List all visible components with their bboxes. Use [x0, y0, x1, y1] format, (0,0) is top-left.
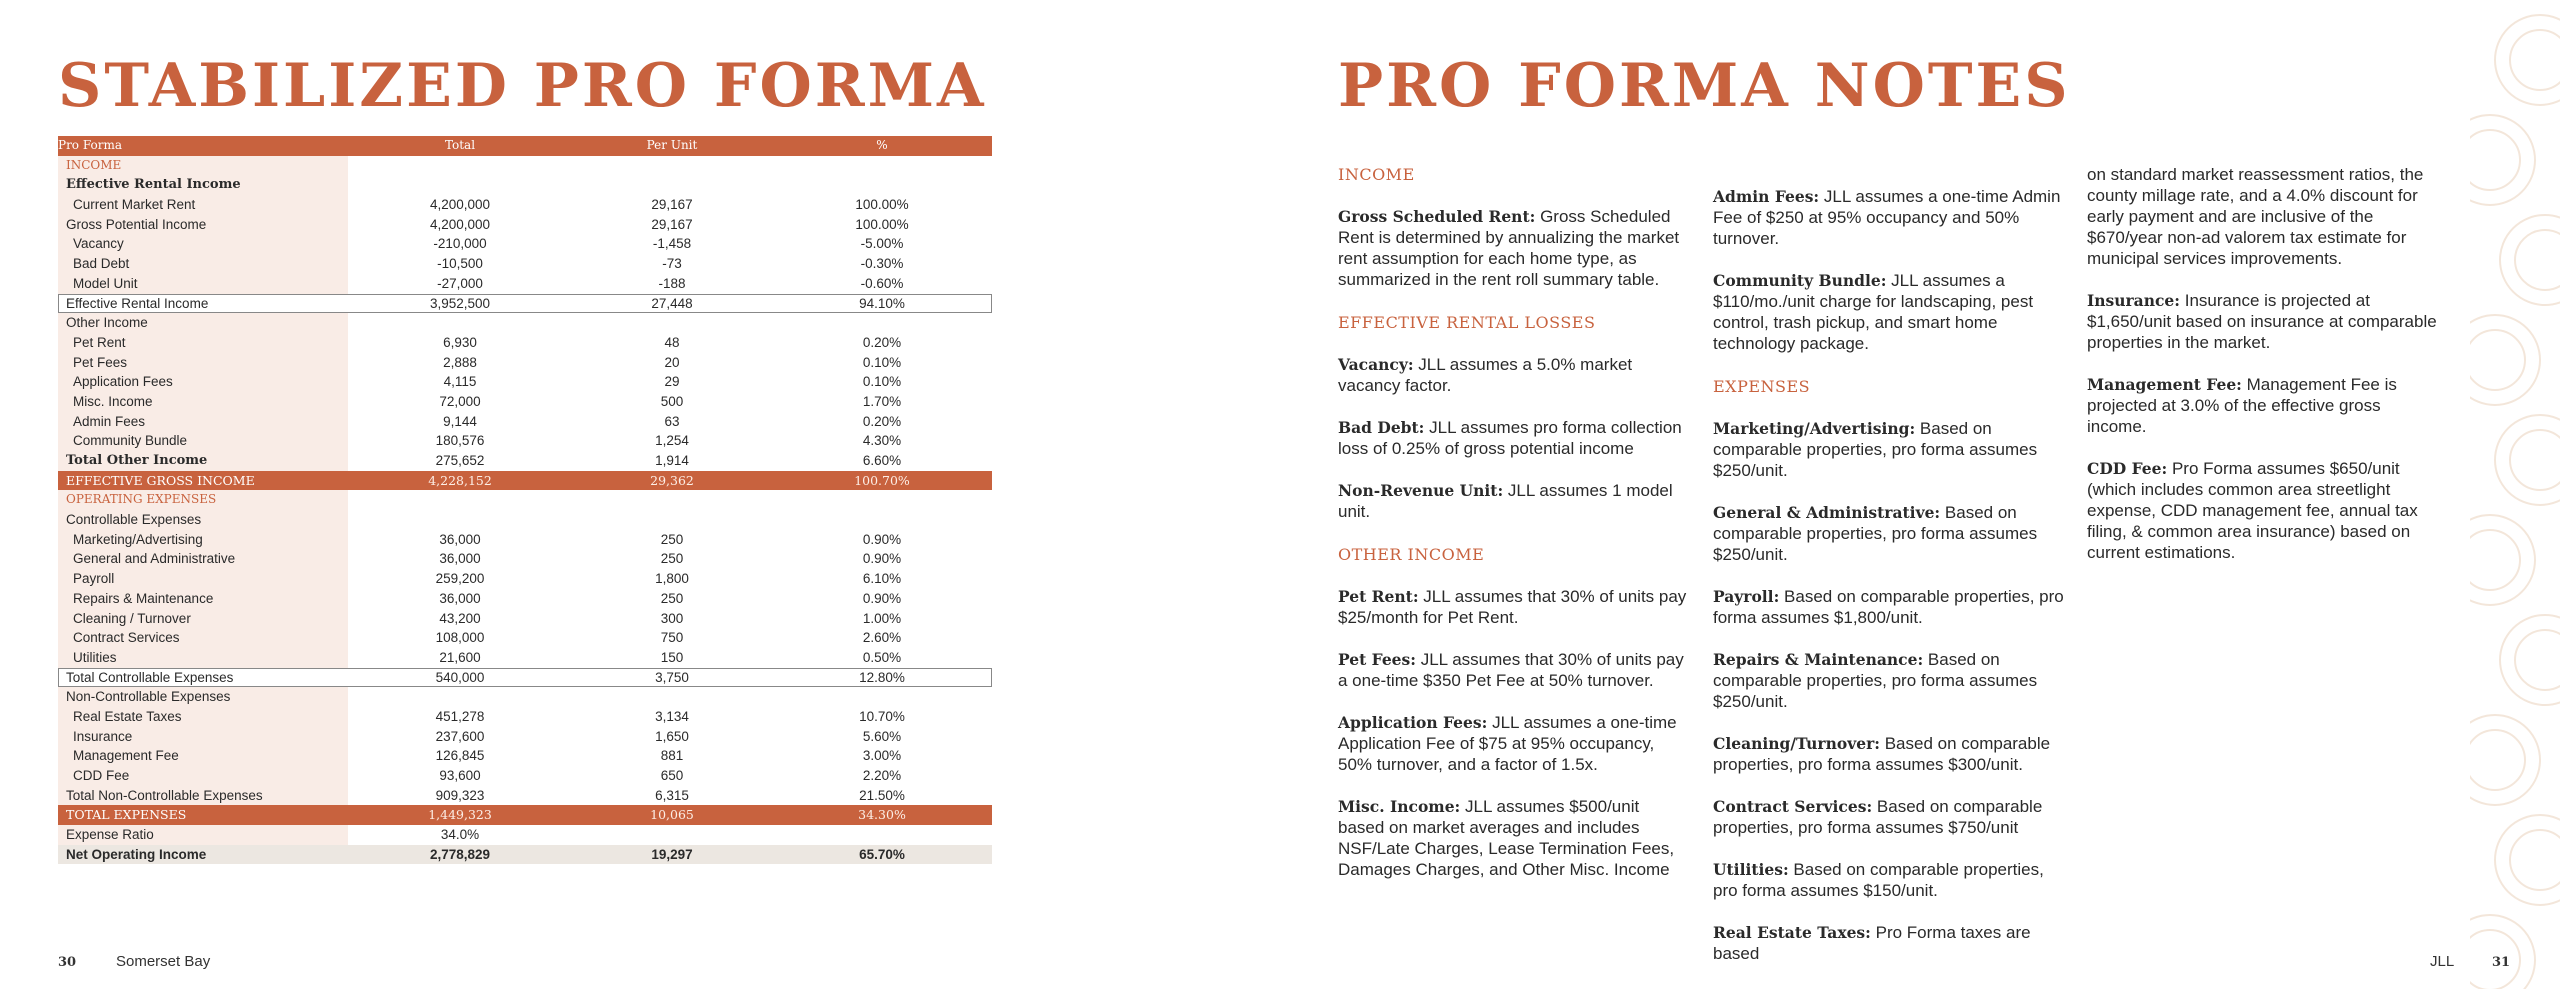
row-per-unit: 19,297	[651, 846, 693, 862]
row-per-unit: 3,134	[655, 708, 689, 724]
note-term: Community Bundle:	[1713, 271, 1887, 290]
table-row	[58, 609, 992, 629]
row-per-unit: 500	[660, 393, 684, 409]
row-label: Controllable Expenses	[58, 510, 348, 530]
note-repairs-maintenance	[1713, 649, 2065, 712]
footer-brand-right: JLL	[2430, 953, 2455, 970]
row-percent: -5.00%	[860, 236, 904, 252]
note-term: Contract Services:	[1713, 797, 1873, 816]
row-total: 1,449,323	[428, 807, 492, 823]
row-percent: -0.30%	[860, 256, 904, 272]
row-label: Net Operating Income	[66, 846, 207, 862]
row-percent: -0.60%	[860, 275, 904, 291]
row-per-unit: 300	[660, 610, 684, 626]
table-row	[58, 412, 992, 432]
row-per-unit: 27,448	[651, 295, 693, 311]
row-total: 36,000	[439, 551, 481, 567]
row-per-unit: 1,650	[655, 728, 689, 744]
row-percent: 100.70%	[854, 472, 910, 488]
row-total: -210,000	[433, 236, 487, 252]
row-label: Misc. Income	[58, 392, 348, 412]
row-per-unit: 6,315	[655, 787, 689, 803]
row-total: 259,200	[435, 571, 485, 587]
pro-forma-table	[58, 136, 992, 864]
note-cdd-fee	[2087, 458, 2443, 563]
row-label: Marketing/Advertising	[58, 530, 348, 550]
note-payroll	[1713, 586, 2065, 628]
note-body: Based on comparable properties, pro forma assumes $250/unit.	[1713, 503, 2038, 564]
note-body: Pro Forma assumes $650/unit (which includes common area streetlight expense, CDD management fee, annual tax filing, & common area insurance) based on current estimations.	[2087, 459, 2418, 562]
table-header-row	[58, 136, 992, 156]
row-label: Bad Debt	[58, 254, 348, 274]
row-label: Pet Rent	[58, 333, 348, 353]
note-bad-debt	[1338, 417, 1688, 459]
row-per-unit: 29,167	[651, 216, 693, 232]
notes-column-3	[2087, 164, 2443, 584]
row-percent: 94.10%	[859, 295, 905, 311]
row-label: Total Controllable Expenses	[66, 669, 234, 685]
note-body: Gross Scheduled Rent is determined by annualizing the market rent assumption for each home type, as summarized in the rent roll summary table.	[1338, 207, 1680, 289]
table-row	[58, 274, 992, 294]
row-per-unit	[572, 510, 772, 530]
note-term: Misc. Income:	[1338, 797, 1461, 816]
row-label: INCOME	[58, 156, 348, 176]
page-title-right: PRO FORMA NOTES	[1338, 51, 2071, 121]
row-per-unit: 650	[660, 768, 684, 783]
note-term: Real Estate Taxes:	[1713, 923, 1871, 942]
note-body: JLL assumes $500/unit based on market averages and includes NSF/Late Charges, Lease Termination Fees, Damages Charges, and Other Misc. Income	[1338, 797, 1675, 879]
row-percent: 0.20%	[862, 334, 902, 350]
row-per-unit: 3,750	[655, 669, 689, 685]
row-percent	[772, 156, 992, 176]
page-title-left: STABILIZED PRO FORMA	[58, 51, 987, 121]
table-row	[58, 825, 992, 845]
note-term: Insurance:	[2087, 291, 2181, 310]
note-vacancy	[1338, 354, 1688, 396]
notes-column-2	[1713, 186, 2065, 985]
row-percent	[772, 175, 992, 195]
note-term: Pet Fees:	[1338, 650, 1416, 669]
table-row	[58, 805, 992, 825]
footer-brand-left: Somerset Bay	[116, 953, 211, 970]
table-row	[58, 530, 992, 550]
row-label: TOTAL EXPENSES	[66, 807, 187, 823]
note-body: JLL assumes a 5.0% market vacancy factor.	[1338, 355, 1633, 395]
row-total: 2,888	[443, 354, 477, 370]
row-total: 72,000	[439, 393, 481, 409]
note-body: JLL assumes that 30% of units pay a one-time $350 Pet Fee at 50% turnover.	[1338, 650, 1684, 690]
note-body: JLL assumes a one-time Application Fee of $75 at 95% occupancy, 50% turnover, and a factor of 1.5x.	[1338, 713, 1677, 774]
row-label: Gross Potential Income	[58, 215, 348, 235]
note-non-revenue-unit	[1338, 480, 1688, 522]
row-label: Community Bundle	[58, 431, 348, 451]
header-label: Pro Forma	[58, 138, 123, 152]
row-per-unit: 48	[664, 334, 680, 350]
row-total: 3,952,500	[429, 295, 491, 311]
row-per-unit	[572, 313, 772, 333]
page-number-left: 30	[58, 955, 77, 970]
row-per-unit	[572, 156, 772, 176]
note-misc-income	[1338, 796, 1688, 880]
row-total	[348, 687, 572, 707]
note-body: JLL assumes a one-time Admin Fee of $250 at 95% occupancy and 50% turnover.	[1713, 187, 2061, 248]
row-percent: 0.90%	[862, 531, 902, 547]
row-per-unit: 250	[660, 531, 684, 547]
note-pet-rent	[1338, 586, 1688, 628]
table-row	[58, 392, 992, 412]
note-body: JLL assumes a $110/mo./unit charge for landscaping, pest control, trash pickup, and smart home technology package.	[1713, 271, 2034, 353]
row-percent: 4.30%	[862, 433, 902, 449]
row-percent: 2.20%	[862, 768, 902, 783]
table-row	[58, 687, 992, 707]
table-row	[58, 175, 992, 195]
note-body: Insurance is projected at $1,650/unit based on insurance at comparable properties in the market.	[2087, 291, 2437, 352]
note-term: Marketing/Advertising:	[1713, 419, 1916, 438]
table-row	[58, 195, 992, 215]
row-percent: 100.00%	[855, 197, 909, 213]
row-per-unit: 150	[660, 649, 684, 665]
note-body: JLL assumes that 30% of units pay $25/month for Pet Rent.	[1338, 587, 1687, 627]
row-label: OPERATING EXPENSES	[58, 490, 348, 510]
row-total: 36,000	[439, 590, 481, 606]
row-percent: 3.00%	[862, 748, 902, 764]
table-row	[58, 372, 992, 392]
table-row	[58, 353, 992, 373]
row-per-unit: 63	[664, 413, 680, 429]
row-label: Vacancy	[58, 234, 348, 254]
row-percent: 21.50%	[859, 787, 905, 803]
row-per-unit: 29,167	[651, 197, 693, 213]
notes-heading-effective-rental-losses: EFFECTIVE RENTAL LOSSES	[1338, 313, 1596, 332]
note-body: Management Fee is projected at 3.0% of the effective gross income.	[2087, 375, 2397, 436]
row-per-unit	[572, 687, 772, 707]
table-row	[58, 471, 992, 491]
note-admin-fees	[1713, 186, 2065, 249]
note-term: CDD Fee:	[2087, 459, 2168, 478]
table-row	[58, 333, 992, 353]
note-marketing	[1713, 418, 2065, 481]
row-per-unit: 250	[660, 551, 684, 567]
note-gross-scheduled-rent	[1338, 206, 1688, 290]
note-real-estate-taxes-cont: on standard market reassessment ratios, the county millage rate, and a 4.0% discount for early payment and are inclusive of the $670/year non-ad valorem tax estimate for municipal services improvements.	[2087, 165, 2424, 268]
row-percent: 1.70%	[862, 393, 902, 409]
note-cleaning-turnover	[1713, 733, 2065, 775]
row-total: 451,278	[435, 708, 485, 724]
table-row	[58, 766, 992, 786]
note-term: Repairs & Maintenance:	[1713, 650, 1924, 669]
row-total: 21,600	[439, 649, 481, 665]
note-term: Utilities:	[1713, 860, 1789, 879]
note-body: Based on comparable properties, pro forma assumes $1,800/unit.	[1713, 587, 2064, 627]
row-label: Payroll	[58, 569, 348, 589]
row-label: Contract Services	[58, 628, 348, 648]
row-total: 540,000	[435, 669, 485, 685]
row-per-unit: 29	[664, 374, 680, 390]
row-label: Admin Fees	[58, 412, 348, 432]
note-term: Application Fees:	[1338, 713, 1488, 732]
note-term: Non-Revenue Unit:	[1338, 481, 1504, 500]
row-per-unit	[572, 490, 772, 510]
table-row	[58, 254, 992, 274]
row-total: 9,144	[443, 413, 477, 429]
row-label: Expense Ratio	[58, 825, 348, 845]
note-body: Based on comparable properties, pro forma assumes $300/unit.	[1713, 734, 2051, 774]
row-percent: 5.60%	[862, 728, 902, 744]
row-total: 180,576	[435, 433, 485, 449]
row-percent: 10.70%	[859, 708, 905, 724]
table-row	[58, 746, 992, 766]
notes-heading-expenses: EXPENSES	[1713, 377, 1811, 396]
notes-heading-income: INCOME	[1338, 165, 1415, 184]
row-total: 2,778,829	[429, 846, 491, 862]
row-label: Other Income	[58, 313, 348, 333]
row-total: 36,000	[439, 531, 481, 547]
row-per-unit: -1,458	[652, 236, 692, 252]
row-percent	[772, 313, 992, 333]
note-real-estate-taxes	[1713, 922, 2065, 964]
row-total: 4,200,000	[429, 197, 491, 213]
table-row	[58, 451, 992, 471]
row-percent: 1.00%	[862, 610, 902, 626]
header-total: Total	[444, 138, 476, 152]
row-total: 108,000	[435, 630, 485, 646]
table-row	[58, 313, 992, 333]
note-term: Management Fee:	[2087, 375, 2242, 394]
row-per-unit: 20	[664, 354, 680, 370]
row-percent: 12.80%	[859, 669, 905, 685]
note-management-fee	[2087, 374, 2443, 437]
header-percent: %	[876, 138, 888, 152]
row-total	[348, 490, 572, 510]
note-community-bundle	[1713, 270, 2065, 354]
row-percent: 2.60%	[862, 630, 902, 646]
note-term: General & Administrative:	[1713, 503, 1941, 522]
table-row	[58, 569, 992, 589]
row-label: Total Other Income	[58, 451, 348, 471]
row-total: 4,200,000	[429, 216, 491, 232]
row-label: Model Unit	[58, 274, 348, 294]
note-term: Payroll:	[1713, 587, 1780, 606]
row-per-unit: 1,914	[655, 453, 689, 468]
note-contract-services	[1713, 796, 2065, 838]
row-percent: 0.10%	[862, 354, 902, 370]
row-percent: 0.90%	[862, 551, 902, 567]
note-body: Based on comparable properties, pro forma assumes $250/unit.	[1713, 419, 2038, 480]
row-label: Real Estate Taxes	[58, 707, 348, 727]
row-per-unit: 750	[660, 630, 684, 646]
note-body: Based on comparable properties, pro forma assumes $150/unit.	[1713, 860, 2044, 900]
notes-column-1	[1338, 164, 1688, 901]
note-body: JLL assumes pro forma collection loss of 0.25% of gross potential income	[1338, 418, 1682, 458]
row-percent	[772, 490, 992, 510]
table-row	[58, 786, 992, 806]
row-per-unit: 1,254	[655, 433, 689, 449]
row-total: 4,228,152	[428, 472, 492, 488]
note-term: Pet Rent:	[1338, 587, 1419, 606]
row-label: General and Administrative	[58, 549, 348, 569]
row-percent: 0.90%	[862, 590, 902, 606]
table-body	[58, 156, 992, 865]
note-insurance	[2087, 290, 2443, 353]
table-row	[58, 234, 992, 254]
row-total: 6,930	[443, 334, 477, 350]
row-label: Insurance	[58, 727, 348, 747]
row-label: Repairs & Maintenance	[58, 589, 348, 609]
row-label: CDD Fee	[58, 766, 348, 786]
row-total: 237,600	[435, 728, 485, 744]
row-percent: 0.50%	[862, 649, 902, 665]
table-row	[58, 727, 992, 747]
row-total: 34.0%	[440, 827, 480, 843]
row-percent: 0.10%	[862, 374, 902, 390]
row-total: 43,200	[439, 610, 481, 626]
row-label: Application Fees	[58, 372, 348, 392]
row-percent	[772, 825, 992, 845]
row-per-unit: 881	[660, 748, 684, 764]
header-per-unit: Per Unit	[646, 138, 698, 152]
row-label: Effective Rental Income	[66, 295, 209, 311]
row-percent: 0.20%	[862, 413, 902, 429]
table-row	[58, 589, 992, 609]
row-percent	[772, 510, 992, 530]
table-row	[58, 668, 992, 688]
row-total	[348, 510, 572, 530]
table-row	[58, 490, 992, 510]
row-per-unit: 29,362	[650, 472, 694, 488]
row-per-unit: 10,065	[650, 807, 694, 823]
decorative-pattern	[2470, 0, 2560, 989]
note-term: Admin Fees:	[1713, 187, 1820, 206]
row-label: Cleaning / Turnover	[58, 609, 348, 629]
table-row	[58, 215, 992, 235]
row-per-unit: -188	[658, 275, 686, 291]
notes-heading-other-income: OTHER INCOME	[1338, 545, 1485, 564]
row-label: Current Market Rent	[58, 195, 348, 215]
table-row	[58, 707, 992, 727]
row-percent: 6.60%	[862, 453, 902, 468]
row-total	[348, 175, 572, 195]
note-term: Vacancy:	[1338, 355, 1414, 374]
row-label: Non-Controllable Expenses	[58, 687, 348, 707]
table-row	[58, 845, 992, 865]
row-total: 909,323	[435, 787, 485, 803]
row-label: Utilities	[58, 648, 348, 668]
table-row	[58, 431, 992, 451]
table-row	[58, 648, 992, 668]
row-percent	[772, 687, 992, 707]
row-label: EFFECTIVE GROSS INCOME	[66, 472, 255, 488]
row-percent: 100.00%	[855, 216, 909, 232]
page-number-right: 31	[2492, 955, 2511, 970]
note-term: Bad Debt:	[1338, 418, 1425, 437]
note-body: JLL assumes 1 model unit.	[1338, 481, 1673, 521]
row-total: 126,845	[435, 748, 485, 764]
note-body: Based on comparable properties, pro forma assumes $250/unit.	[1713, 650, 2038, 711]
row-label: Pet Fees	[58, 353, 348, 373]
note-utilities	[1713, 859, 2065, 901]
note-pet-fees	[1338, 649, 1688, 691]
note-general-admin	[1713, 502, 2065, 565]
row-percent: 6.10%	[862, 571, 902, 587]
row-per-unit: 250	[660, 590, 684, 606]
row-percent: 34.30%	[858, 807, 906, 823]
table-row	[58, 628, 992, 648]
row-per-unit	[572, 175, 772, 195]
note-term: Gross Scheduled Rent:	[1338, 207, 1536, 226]
row-total	[348, 156, 572, 176]
note-application-fees	[1338, 712, 1688, 775]
row-total: 275,652	[435, 453, 485, 468]
note-body: Based on comparable properties, pro forma assumes $750/unit	[1713, 797, 2043, 837]
table-row	[58, 549, 992, 569]
row-label: Effective Rental Income	[58, 175, 348, 195]
table-row	[58, 510, 992, 530]
row-total: -27,000	[437, 275, 483, 291]
row-per-unit: 1,800	[655, 571, 689, 587]
note-body: Pro Forma taxes are based	[1713, 923, 2031, 963]
row-percent: 65.70%	[859, 846, 905, 862]
row-label: Management Fee	[58, 746, 348, 766]
row-per-unit	[572, 825, 772, 845]
row-label: Total Non-Controllable Expenses	[58, 786, 348, 806]
row-total: 4,115	[443, 374, 477, 390]
row-total: -10,500	[437, 256, 483, 272]
table-row	[58, 294, 992, 314]
row-total: 93,600	[439, 768, 481, 783]
row-per-unit: -73	[662, 256, 682, 272]
row-total	[348, 313, 572, 333]
note-term: Cleaning/Turnover:	[1713, 734, 1880, 753]
table-row	[58, 156, 992, 176]
